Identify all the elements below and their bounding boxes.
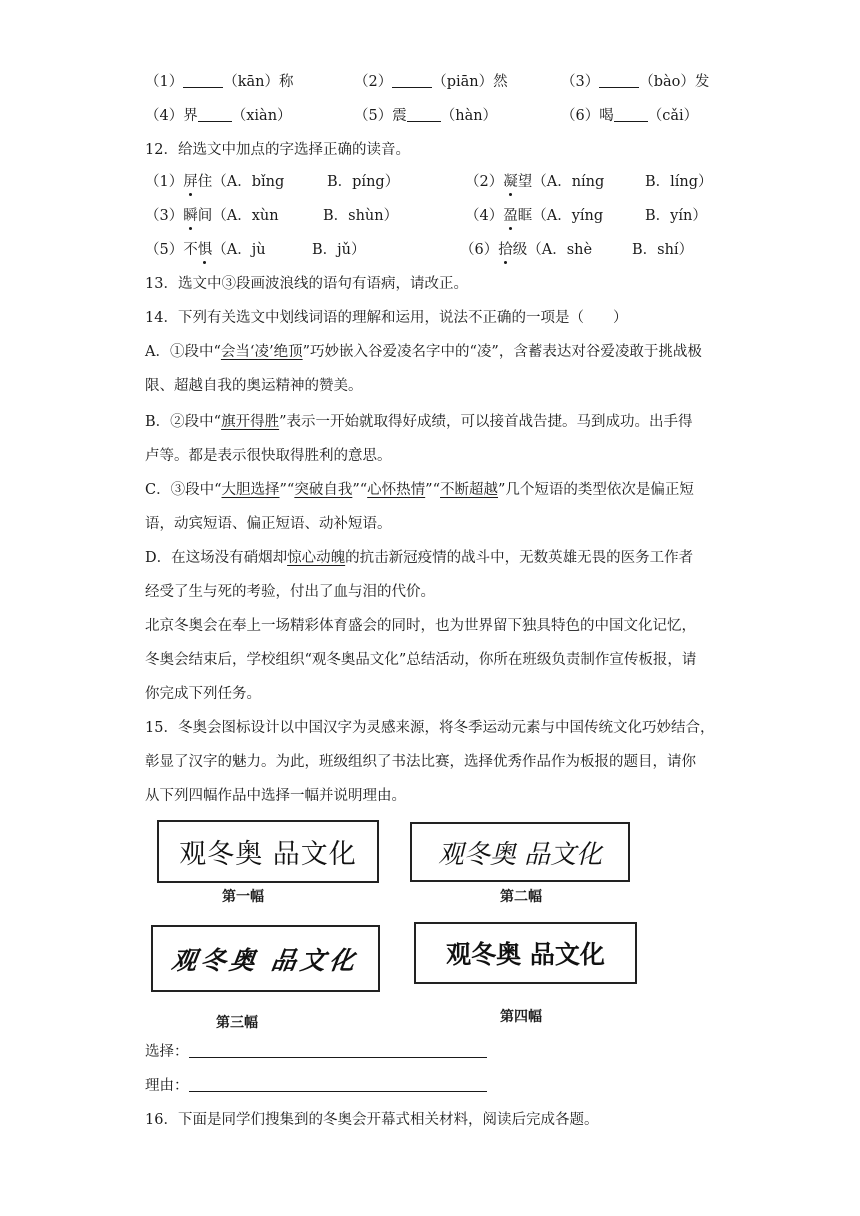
option-label: D．在这场没有硝烟却	[145, 550, 288, 566]
work-caption-2: 第二幅	[500, 889, 542, 905]
q14-option-a-line1	[145, 342, 702, 362]
answer-blank[interactable]	[407, 107, 441, 122]
q14-stem: 14．下列有关选文中划线词语的理解和运用，说法不正确的一项是（ ）	[145, 310, 628, 326]
item-text: 喝	[599, 108, 614, 124]
q14-option-b-line2: 卢等。都是表示很快取得胜利的意思。	[145, 448, 392, 464]
item-text: （piān）然	[432, 74, 508, 90]
quote-mark: ”“	[279, 482, 295, 498]
underlined-phrase: 大胆选择	[221, 482, 280, 498]
q14-option-d-line2: 经受了生与死的考验，付出了血与泪的代价。	[145, 584, 435, 600]
underlined-phrase: 旗开得胜	[221, 414, 280, 430]
intro-line-3: 你完成下列任务。	[145, 686, 261, 702]
choose-answer-line[interactable]	[189, 1043, 487, 1058]
q11-item-6	[561, 106, 698, 126]
work-caption-3: 第三幅	[216, 1015, 258, 1031]
calligraphy-text: 观冬奥 品文化	[169, 945, 361, 975]
item-number: （5）不	[145, 242, 198, 258]
calligraphy-text: 观冬奥 品文化	[179, 839, 357, 870]
item-text: 界	[183, 108, 198, 124]
item-text: （bào）发	[639, 74, 710, 90]
quote-mark: ”“	[425, 482, 440, 498]
q14-option-b-line1	[145, 412, 693, 432]
option-label: B．②段中“	[145, 414, 222, 430]
answer-blank[interactable]	[599, 73, 639, 88]
q14-option-c-line1	[145, 480, 694, 500]
work-caption-4: 第四幅	[500, 1009, 542, 1025]
item-number: （2）	[465, 174, 504, 190]
quote-mark: ”“	[352, 482, 368, 498]
calligraphy-work-3	[151, 925, 380, 992]
answer-blank[interactable]	[392, 73, 432, 88]
q11-item-1	[145, 72, 294, 92]
calligraphy-work-1	[157, 820, 379, 883]
option-label: A．①段中“	[145, 344, 221, 360]
q12-item-4	[465, 206, 603, 226]
dotted-char: 盈	[503, 208, 518, 224]
q12-item-3-b: B．shùn）	[323, 208, 399, 224]
answer-blank[interactable]	[614, 107, 648, 122]
dotted-char: 瞬	[183, 208, 198, 224]
item-number: （1）	[145, 74, 184, 90]
item-number: （3）	[145, 208, 184, 224]
q11-item-3	[561, 72, 709, 92]
q11-item-4	[145, 106, 292, 126]
answer-blank[interactable]	[198, 107, 232, 122]
q14-option-c-line2: 语，动宾短语、偏正短语、动补短语。	[145, 516, 392, 532]
option-text: ”表示一开始就取得好成绩，可以接首战告捷。马到成功。出手得	[279, 414, 693, 430]
q11-item-5	[354, 106, 497, 126]
q15-line-1: 15．冬奥会图标设计以中国汉字为灵感来源，将冬季运动元素与中国传统文化巧妙结合，	[145, 720, 715, 736]
intro-line-2: 冬奥会结束后，学校组织“观冬奥品文化”总结活动，你所在班级负责制作宣传板报，请	[145, 652, 697, 668]
q12-item-6	[460, 240, 592, 260]
choose-label: 选择：	[145, 1044, 189, 1060]
item-number: （6）	[460, 242, 499, 258]
q12-item-5-b: B．jǔ）	[312, 242, 366, 258]
option-a: 住（A．bǐng	[197, 174, 285, 190]
option-a: 望（A．níng	[517, 174, 605, 190]
q16-text: 16．下面是同学们搜集到的冬奥会开幕式相关材料，阅读后完成各题。	[145, 1112, 599, 1128]
reason-label: 理由：	[145, 1078, 189, 1094]
q12-item-2-b: B．líng）	[645, 174, 713, 190]
item-text: （hàn）	[440, 108, 498, 124]
calligraphy-work-2	[410, 822, 630, 882]
option-text: 的抗击新冠疫情的战斗中，无数英雄无畏的医务工作者	[345, 550, 694, 566]
item-number: （6）	[561, 108, 600, 124]
calligraphy-work-4	[414, 922, 637, 984]
underlined-phrase: 心怀热情	[367, 482, 426, 498]
q12-item-4-b: B．yín）	[645, 208, 707, 224]
item-number: （2）	[354, 74, 393, 90]
q13-text: 13．选文中③段画波浪线的语句有语病，请改正。	[145, 276, 468, 292]
q15-line-3: 从下列四幅作品中选择一幅并说明理由。	[145, 788, 406, 804]
q11-item-2	[354, 72, 508, 92]
option-label: C．③段中“	[145, 482, 222, 498]
item-text: （xiàn）	[231, 108, 292, 124]
intro-line-1: 北京冬奥会在奉上一场精彩体育盛会的同时，也为世界留下独具特色的中国文化记忆，	[145, 618, 696, 634]
answer-blank[interactable]	[183, 73, 223, 88]
work-caption-1: 第一幅	[222, 889, 264, 905]
underlined-phrase: 不断超越	[440, 482, 498, 498]
item-text: （cǎi）	[647, 108, 699, 124]
q12-item-1-b: B．píng）	[327, 174, 400, 190]
option-text: ”几个短语的类型依次是偏正短	[498, 482, 694, 498]
option-a: （A．jù	[212, 242, 266, 258]
choose-row	[145, 1042, 487, 1062]
option-a: 级（A．shè	[512, 242, 593, 258]
dotted-char: 拾	[498, 242, 513, 258]
q12-item-5	[145, 240, 266, 260]
dotted-char: 惧	[197, 242, 213, 258]
q14-option-a-line2: 限、超越自我的奥运精神的赞美。	[145, 378, 363, 394]
q12-item-2	[465, 172, 604, 192]
q14-option-d-line1	[145, 548, 693, 568]
reason-answer-line[interactable]	[189, 1077, 487, 1092]
dotted-char: 凝	[503, 174, 518, 190]
item-text: （kān）称	[223, 74, 294, 90]
q12-item-1	[145, 172, 284, 192]
dotted-char: 屏	[183, 174, 198, 190]
item-text: 震	[392, 108, 407, 124]
q12-item-3	[145, 206, 279, 226]
option-text: ”巧妙嵌入谷爱凌名字中的“凌”，含蓄表达对谷爱凌敢于挑战极	[302, 344, 702, 360]
item-number: （3）	[561, 74, 600, 90]
q12-item-6-b: B．shí）	[632, 242, 694, 258]
underlined-phrase: 惊心动魄	[287, 550, 346, 566]
q12-stem: 12．给选文中加点的字选择正确的读音。	[145, 142, 410, 158]
item-number: （4）	[465, 208, 504, 224]
reason-row	[145, 1076, 487, 1096]
item-number: （4）	[145, 108, 184, 124]
item-number: （5）	[354, 108, 393, 124]
calligraphy-text: 观冬奥 品文化	[446, 940, 605, 969]
option-a: 间（A．xùn	[197, 208, 279, 224]
calligraphy-text: 观冬奥 品文化	[437, 839, 603, 870]
q15-line-2: 彰显了汉字的魅力。为此，班级组织了书法比赛，选择优秀作品作为板报的题目，请你	[145, 754, 696, 770]
underlined-phrase: 会当‘凌’绝顶	[220, 344, 303, 360]
option-a: 眶（A．yíng	[517, 208, 604, 224]
underlined-phrase: 突破自我	[294, 482, 353, 498]
item-number: （1）	[145, 174, 184, 190]
